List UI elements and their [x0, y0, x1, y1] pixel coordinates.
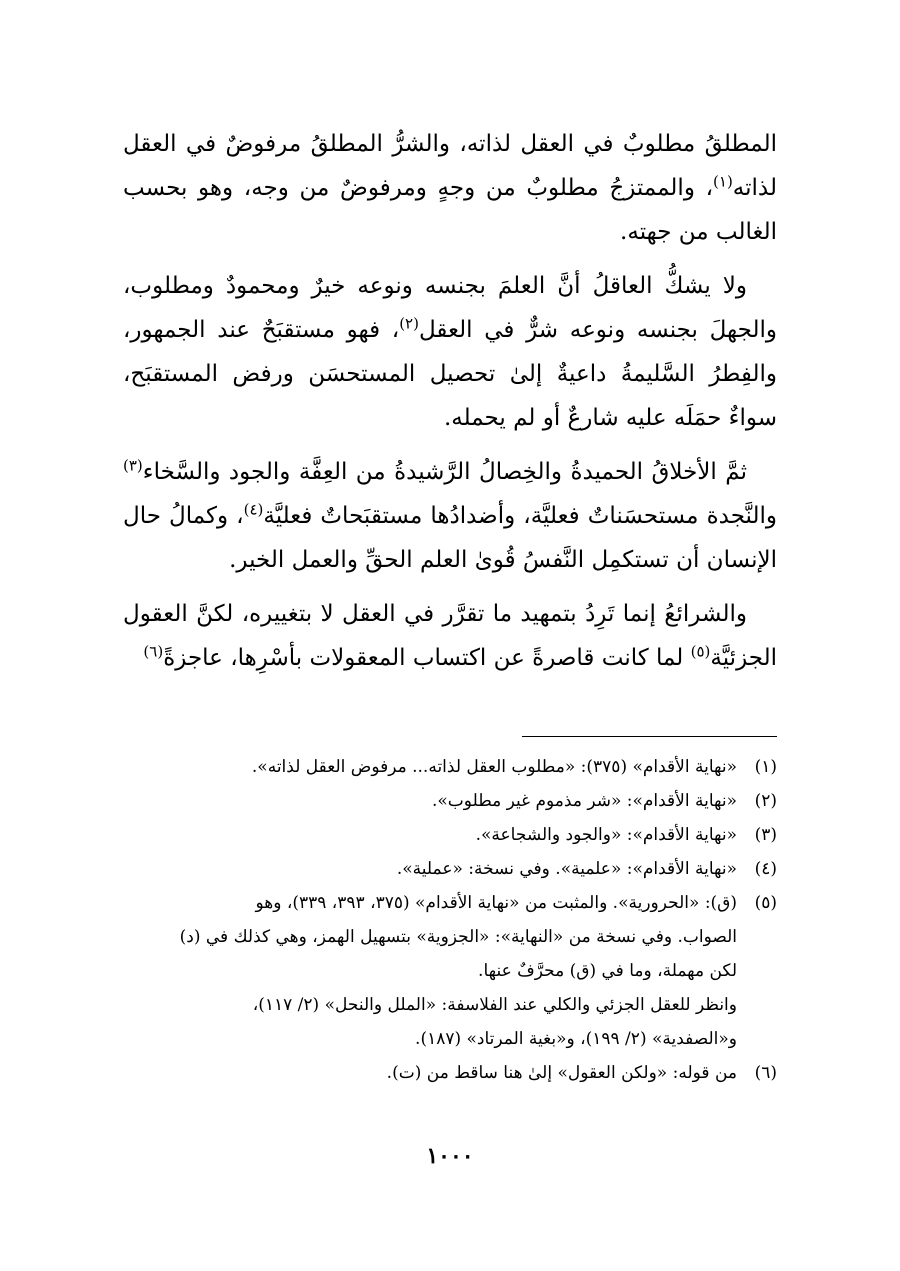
- footnote-number: (٣): [754, 825, 777, 845]
- footnote-line: و«الصفدية» (٢/ ١٩٩)، و«بغية المرتاد» (١٨٧).: [415, 1029, 737, 1049]
- paragraph-2-text: ولا يشكُّ العاقلُ أنَّ العلمَ بجنسه ونوعه خيرٌ ومحمودٌ ومطلوب، والجهلَ بجنسه ونوعه شرٌّ في العقل: [123, 273, 777, 343]
- footnote-3: [123, 818, 777, 852]
- footnote-6: [123, 1056, 777, 1090]
- footnote-line: «نهاية الأقدام»: «علمية». وفي نسخة: «عملية».: [396, 859, 737, 879]
- footnote-number: (١): [754, 757, 777, 777]
- footnote-line: الصواب. وفي نسخة من «النهاية»: «الجزوية» بتسهيل الهمز، وهي كذلك في (د): [179, 927, 737, 947]
- footnote-separator: [522, 736, 777, 737]
- footnote-number: (٢): [754, 791, 777, 811]
- footnote-line: (ق): «الحرورية». والمثبت من «نهاية الأقدام» (٣٧٥، ٣٩٣، ٣٣٩)، وهو: [255, 893, 737, 913]
- footnote-1: [123, 750, 777, 784]
- footnote-line: لكن مهملة، وما في (ق) محرَّفٌ عنها.: [478, 961, 737, 981]
- paragraph-3: [123, 450, 777, 582]
- main-text: [123, 122, 777, 690]
- footnote-number: (٥): [754, 893, 777, 913]
- paragraph-3-text: ثمَّ الأخلاقُ الحميدةُ والخِصالُ الرَّشيدةُ من العِفَّة والجود والسَّخاء: [142, 459, 747, 485]
- paragraph-4-text: والشرائعُ إنما تَرِدُ بتمهيد ما تقرَّر في العقل لا بتغييره، لكنَّ العقول الجزئيَّة: [123, 601, 777, 671]
- footnote-ref-3[interactable]: (٣): [123, 456, 143, 475]
- footnote-line: «نهاية الأقدام» (٣٧٥): «مطلوب العقل لذاته... مرفوض العقل لذاته».: [251, 757, 737, 777]
- footnote-ref-1[interactable]: (١): [713, 172, 733, 191]
- footnote-text: [123, 886, 737, 1056]
- footnote-4: [123, 852, 777, 886]
- footnote-line: «نهاية الأقدام»: «شر مذموم غير مطلوب».: [432, 791, 737, 811]
- footnote-line: «نهاية الأقدام»: «والجود والشجاعة».: [475, 825, 737, 845]
- footnote-text: [123, 1056, 737, 1090]
- paragraph-3-text-cont: والنَّجدة مستحسَناتٌ فعليَّة، وأضدادُها مستقبَحاتٌ فعليَّة: [263, 503, 777, 529]
- paragraph-4: [123, 592, 777, 680]
- paragraph-4-text-cont: لما كانت قاصرةً عن اكتساب المعقولات بأسْرِها، عاجزةً: [163, 645, 691, 671]
- footnote-text: [123, 818, 737, 852]
- footnote-text: [123, 784, 737, 818]
- paragraph-3-text-end: ، وكمالُ حال الإنسان أن تستكمِل النَّفسُ قُوىٰ العلم الحقِّ والعمل الخير.: [123, 503, 777, 573]
- footnote-ref-5[interactable]: (٥): [690, 642, 711, 661]
- paragraph-2-text-cont: ، فهو مستقبَحٌ عند الجمهور، والفِطرُ السَّليمةُ داعيةٌ إلىٰ تحصيل المستحسَن ورفض المستقبَح، سواءٌ حمَلَه عليه شارعٌ أو لم يحمله.: [123, 317, 777, 431]
- footnote-text: [123, 750, 737, 784]
- paragraph-1: [123, 122, 777, 254]
- footnotes-section: [123, 750, 777, 1090]
- footnote-2: [123, 784, 777, 818]
- footnote-line: وانظر للعقل الجزئي والكلي عند الفلاسفة: «الملل والنحل» (٢/ ١١٧)،: [252, 995, 737, 1015]
- footnote-number: (٦): [754, 1063, 777, 1083]
- footnote-5: [123, 886, 777, 1056]
- paragraph-1-text: المطلقُ مطلوبٌ في العقل لذاته، والشرُّ المطلقُ مرفوضٌ في العقل لذاته: [123, 131, 777, 201]
- footnote-text: [123, 852, 737, 886]
- paragraph-1-text-cont: ، والممتزجُ مطلوبٌ من وجهٍ ومرفوضٌ من وجه، وهو بحسب الغالب من جهته.: [123, 175, 777, 245]
- footnote-ref-6[interactable]: (٦): [143, 642, 164, 661]
- footnote-number: (٤): [754, 859, 777, 879]
- paragraph-2: [123, 264, 777, 440]
- page-number: ١٠٠٠: [426, 1143, 474, 1169]
- footnote-ref-2[interactable]: (٢): [399, 314, 419, 333]
- footnote-ref-4[interactable]: (٤): [243, 500, 264, 519]
- footnote-line: من قوله: «ولكن العقول» إلىٰ هنا ساقط من (ت).: [386, 1063, 737, 1083]
